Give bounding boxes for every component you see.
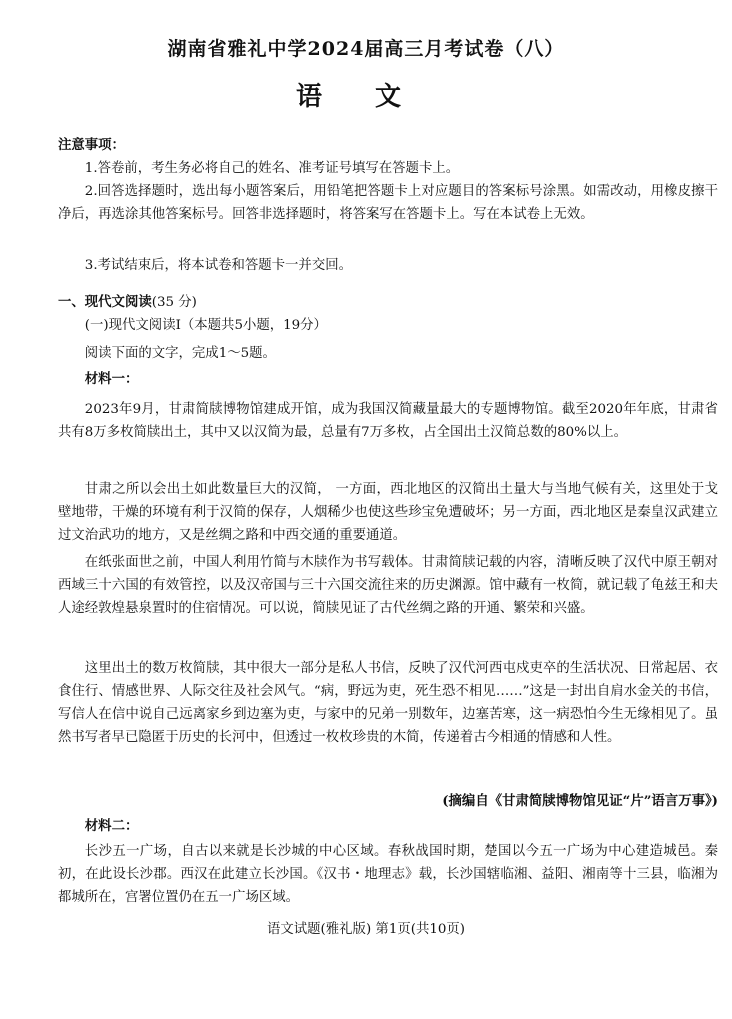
material-1-paragraph: 甘肃之所以会出土如此数量巨大的汉简， 一方面，西北地区的汉简出土量大与当地气候有关，这里处于戈壁地带，干燥的环境有利于汉简的保存，人烟稀少也使这些珍宝免遭破坏；另一方面，西北地区是秦皇汉武建立过文治武功的地方，又是丝绸之路和中西交通的重要通道。 [58,482,718,543]
reading-instruction: 阅读下面的文字，完成1～5题。 [84,346,276,361]
material-1-paragraph: 2023年9月，甘肃简牍博物馆建成开馆，成为我国汉简藏量最大的专题博物馆。截至2020年年底，甘肃省共有8万多枚简牍出土，其中又以汉简为最，总量有7万多枚，占全国出土汉简总数的80%以上。 [58,402,718,440]
sub-section-heading: (一)现代文阅读I（本题共5小题，19分） [84,318,327,333]
material-1-paragraph: 这里出土的数万枚简牍，其中很大一部分是私人书信，反映了汉代河西屯戍吏卒的生活状况、日常起居、衣食住行、情感世界、人际交往及社会风气。“病，野远为吏，死生恐不相见……”这是一封出自肩水金关的书信，写信人在信中说自己远离家乡到边塞为吏，与家中的兄弟一别数年，边塞苦寒，这一病恐怕今生无缘相见了。虽然书写者早已隐匿于历史的长河中，但透过一枚枚珍贵的木简，传递着古今相通的情感和人性。 [58,661,718,745]
page-footer: 语文试题(雅礼版) 第1页(共10页) [266,922,465,937]
material-2-paragraph: 长沙五一广场，自古以来就是长沙城的中心区域。春秋战国时期，楚国以今五一广场为中心建造城邑。秦初，在此设长沙郡。西汉在此建立长沙国。《汉书・地理志》载，长沙国辖临湘、益阳、湘南等十三县，临湘为都城所在，宫署位置仍在五一广场区域。 [58,844,718,905]
section-heading [58,291,718,314]
material-1-source: (摘编自《甘肃简牍博物馆见证“片”语言万事》) [442,793,718,809]
material-1-label: 材料一： [84,371,139,387]
notice-item-2: 2.回答选择题时，选出每小题答案后，用铅笔把答题卡上对应题目的答案标号涂黑。如需改动，用橡皮擦干净后，再选涂其他答案标号。回答非选择题时，将答案写在答题卡上。写在本试卷上无效。 [58,184,718,222]
notice-heading: 注意事项： [58,137,125,153]
section-heading-title: 一、现代文阅读 [58,294,152,310]
notice-item-1: 1.答卷前，考生务必将自己的姓名、准考证号填写在答题卡上。 [84,161,460,176]
material-2-label: 材料二： [84,818,139,834]
notice-item-3: 3.考试结束后，将本试卷和答题卡一并交回。 [84,258,352,273]
material-1-paragraph: 在纸张面世之前，中国人利用竹简与木牍作为书写载体。甘肃简牍记载的内容，清晰反映了汉代中原王朝对西域三十六国的有效管控，以及汉帝国与三十六国交流往来的历史渊源。馆中藏有一枚简，就记载了龟兹王和夫人途经敦煌悬泉置时的住宿情况。可以说，简牍见证了古代丝绸之路的开通、繁荣和兴盛。 [58,555,718,616]
exam-title: 湖南省雅礼中学2024届高三月考试卷（八） [167,38,565,60]
section-heading-score: (35 分) [151,295,197,310]
subject-title: 语 文 [296,82,424,112]
